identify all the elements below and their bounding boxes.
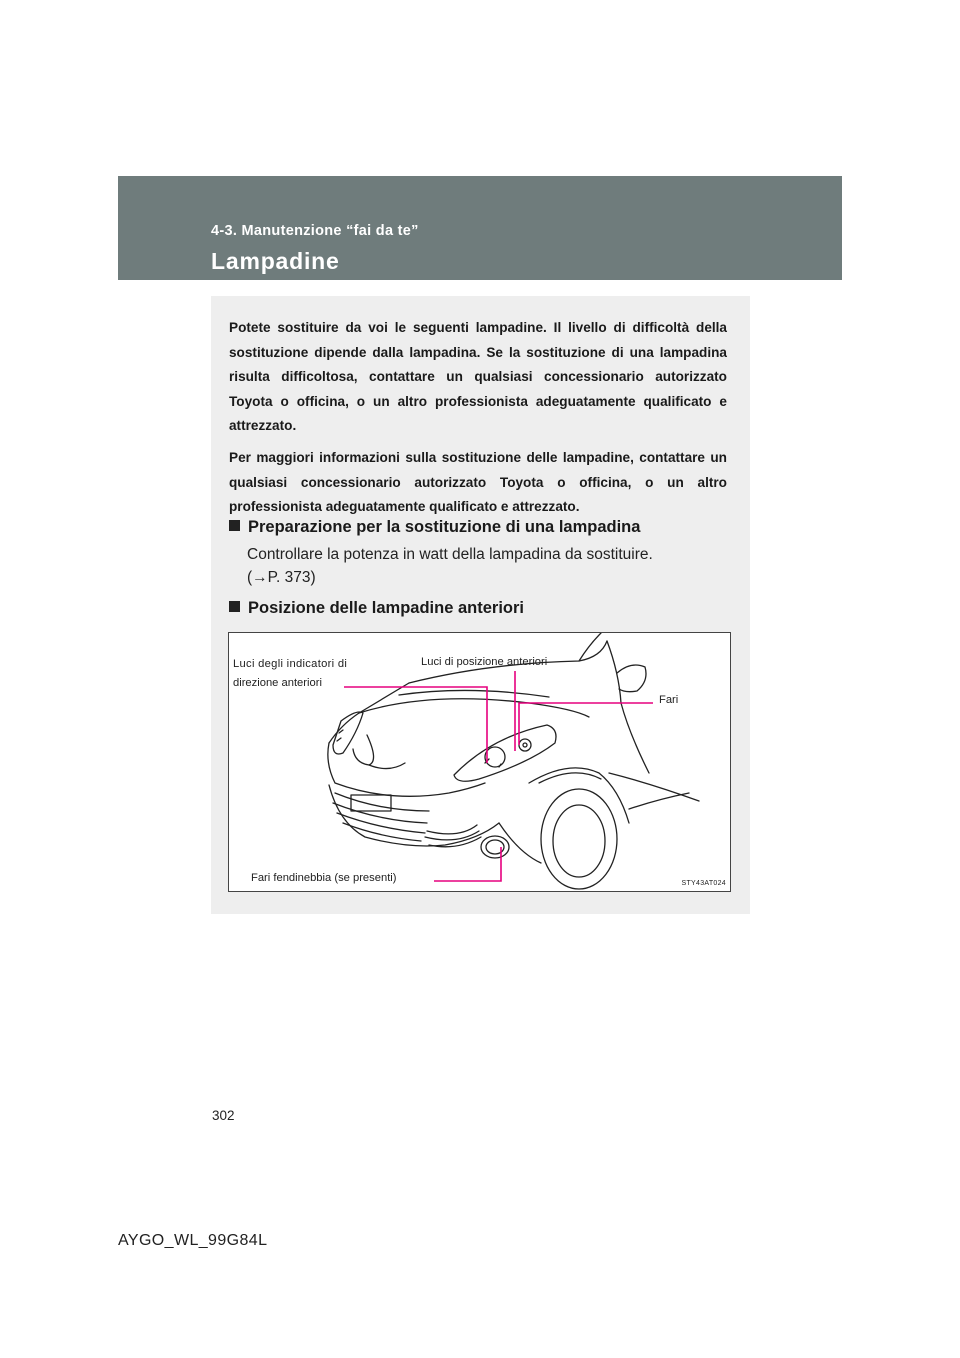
- figure-code: STY43AT024: [681, 880, 726, 887]
- callout-turn-signal-line-1: Luci degli indicatori di: [233, 658, 348, 670]
- callout-turn-signal-line-2: direzione anteriori: [233, 677, 322, 689]
- front-bulbs-heading: [229, 599, 739, 618]
- section-label: 4-3. Manutenzione “fai da te”: [211, 223, 419, 239]
- prep-heading-text: Preparazione per la sostituzione di una lampadina: [248, 518, 641, 536]
- intro-paragraph: Potete sostituire da voi le seguenti lampadine. Il livello di difficoltà della sostituzione dipende dalla lampadina. Se la sostituzione di una lampadina risulta difficoltosa, contattare un qualsiasi concessionario autorizzato Toyota o officina, o un altro professionista adeguatamente qualificato e attrezzato.: [229, 320, 727, 433]
- intro-paragraph-2: Per maggiori informazioni sulla sostituzione delle lampadine, contattare un qualsiasi concessionario autorizzato Toyota o officina, o un altro professionista adeguatamente qualificato e attrezzato.: [229, 450, 727, 514]
- document-code: AYGO_WL_99G84L: [118, 1232, 268, 1249]
- square-bullet-icon: [229, 601, 240, 612]
- page-title: Lampadine: [211, 248, 340, 274]
- square-bullet-icon: [229, 520, 240, 531]
- prep-page-ref: (→P. 373): [247, 569, 316, 586]
- prep-heading: [229, 518, 739, 537]
- callout-fog-lights: Fari fendinebbia (se presenti): [251, 872, 397, 884]
- content-box: [211, 296, 750, 914]
- page-number: 302: [212, 1108, 235, 1123]
- prep-text: Controllare la potenza in watt della lampadina da sostituire.: [247, 546, 653, 563]
- header-band: [118, 176, 842, 280]
- front-bulb-location-figure: [228, 632, 731, 892]
- front-bulbs-heading-text: Posizione delle lampadine anteriori: [248, 599, 524, 617]
- callout-headlights: Fari: [659, 694, 679, 706]
- callout-position-lights: Luci di posizione anteriori: [421, 656, 548, 668]
